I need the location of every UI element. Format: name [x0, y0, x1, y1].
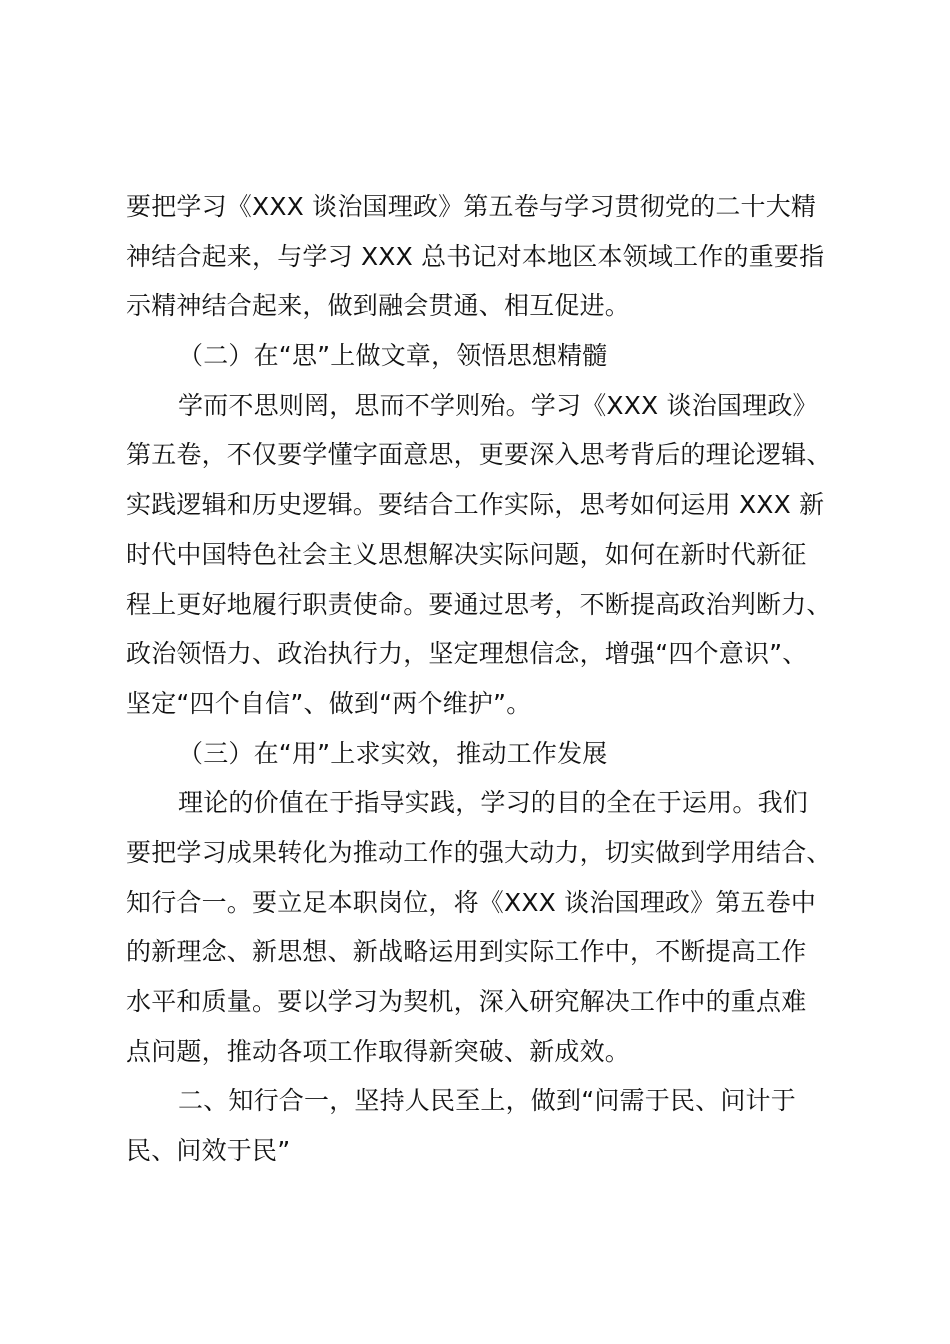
chapter-heading: 民、问效于民” — [126, 1136, 291, 1166]
paragraph-line: 神结合起来，与学习 XXX 总书记对本地区本领域工作的重要指 — [126, 241, 825, 271]
paragraph-line: 的新理念、新思想、新战略运用到实际工作中，不断提高工作 — [126, 937, 807, 967]
paragraph-line: 学而不思则罔，思而不学则殆。学习《XXX 谈治国理政》 — [178, 390, 818, 420]
paragraph-line: 示精神结合起来，做到融会贯通、相互促进。 — [126, 291, 631, 321]
paragraph-line: 实践逻辑和历史逻辑。要结合工作实际，思考如何运用 XXX 新 — [126, 490, 825, 520]
paragraph-line: 知行合一。要立足本职岗位，将《XXX 谈治国理政》第五卷中 — [126, 887, 817, 917]
paragraph-line: 时代中国特色社会主义思想解决实际问题，如何在新时代新征 — [126, 539, 807, 569]
paragraph-line: 程上更好地履行职责使命。要通过思考，不断提高政治判断力、 — [126, 589, 832, 619]
chapter-heading: 二、知行合一，坚持人民至上，做到“问需于民、问计于 — [178, 1086, 796, 1116]
document-body — [126, 182, 834, 1176]
section-heading: （二）在“思”上做文章，领悟思想精髓 — [178, 341, 608, 371]
paragraph-line: 坚定“四个自信”、做到“两个维护”。 — [126, 688, 532, 718]
paragraph-line: 要把学习成果转化为推动工作的强大动力，切实做到学用结合、 — [126, 837, 832, 867]
paragraph-line: 点问题，推动各项工作取得新突破、新成效。 — [126, 1036, 631, 1066]
paragraph-line: 要把学习《XXX 谈治国理政》第五卷与学习贯彻党的二十大精 — [126, 192, 817, 221]
paragraph-line: 第五卷，不仅要学懂字面意思，更要深入思考背后的理论逻辑、 — [126, 440, 832, 470]
section-heading: （三）在“用”上求实效，推动工作发展 — [178, 738, 608, 768]
paragraph-line: 理论的价值在于指导实践，学习的目的全在于运用。我们 — [178, 788, 809, 818]
paragraph-line: 水平和质量。要以学习为契机，深入研究解决工作中的重点难 — [126, 987, 807, 1016]
paragraph-line: 政治领悟力、政治执行力，坚定理想信念，增强“四个意识”、 — [126, 639, 808, 669]
